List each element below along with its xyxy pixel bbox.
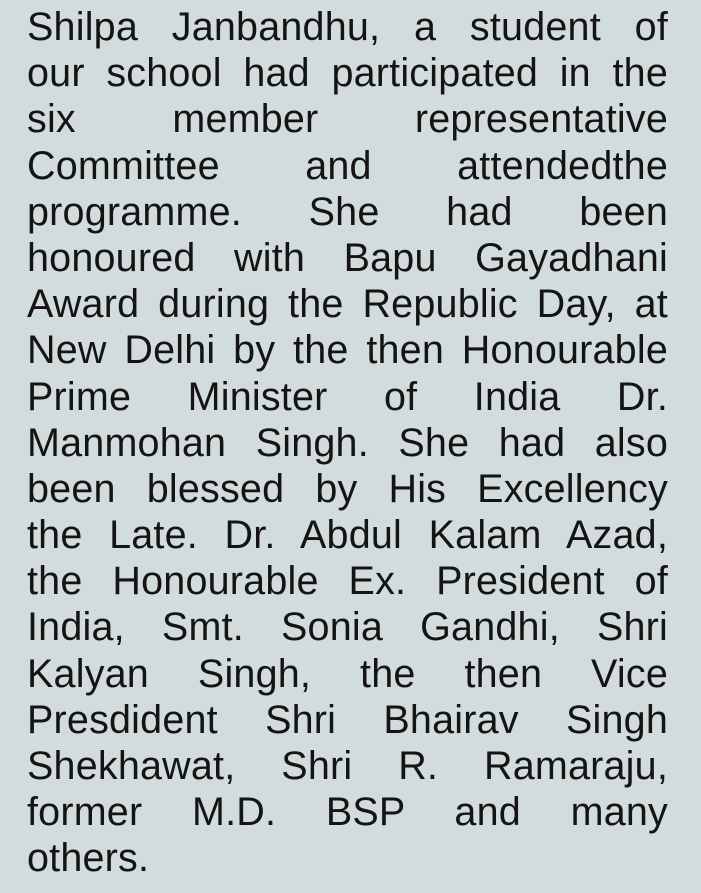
paragraph-line: Kalyan Singh, the then Vice <box>27 651 668 696</box>
paragraph-line: others. <box>27 836 150 881</box>
paragraph-line: the Late. Dr. Abdul Kalam Azad, <box>27 513 668 558</box>
paragraph-line: Presdident Shri Bhairav Singh <box>27 697 668 742</box>
paragraph-line: programme. She had been <box>27 189 668 234</box>
paragraph-line: New Delhi by the then Honourable <box>27 328 668 373</box>
paragraph-line: our school had participated in the <box>27 51 668 96</box>
paragraph-line: former M.D. BSP and many <box>27 790 668 835</box>
paragraph-line: Shekhawat, Shri R. Ramaraju, <box>27 744 668 788</box>
paragraph-line: honoured with Bapu Gayadhani <box>27 235 668 280</box>
paragraph-line: India, Smt. Sonia Gandhi, Shri <box>27 605 668 650</box>
paragraph-line: been blessed by His Excellency <box>27 466 668 511</box>
paragraph-line: Manmohan Singh. She had also <box>27 420 668 465</box>
paragraph-line: Shilpa Janbandhu, a student of <box>27 5 668 49</box>
paragraph-line: Prime Minister of India Dr. <box>27 374 668 419</box>
paragraph-line: Award during the Republic Day, at <box>27 282 668 327</box>
paragraph-line: Committee and attendedthe <box>27 143 668 188</box>
paragraph-line: the Honourable Ex. President of <box>27 559 668 604</box>
paragraph-line: six member representative <box>27 97 668 142</box>
paragraph-text <box>27 4 668 882</box>
